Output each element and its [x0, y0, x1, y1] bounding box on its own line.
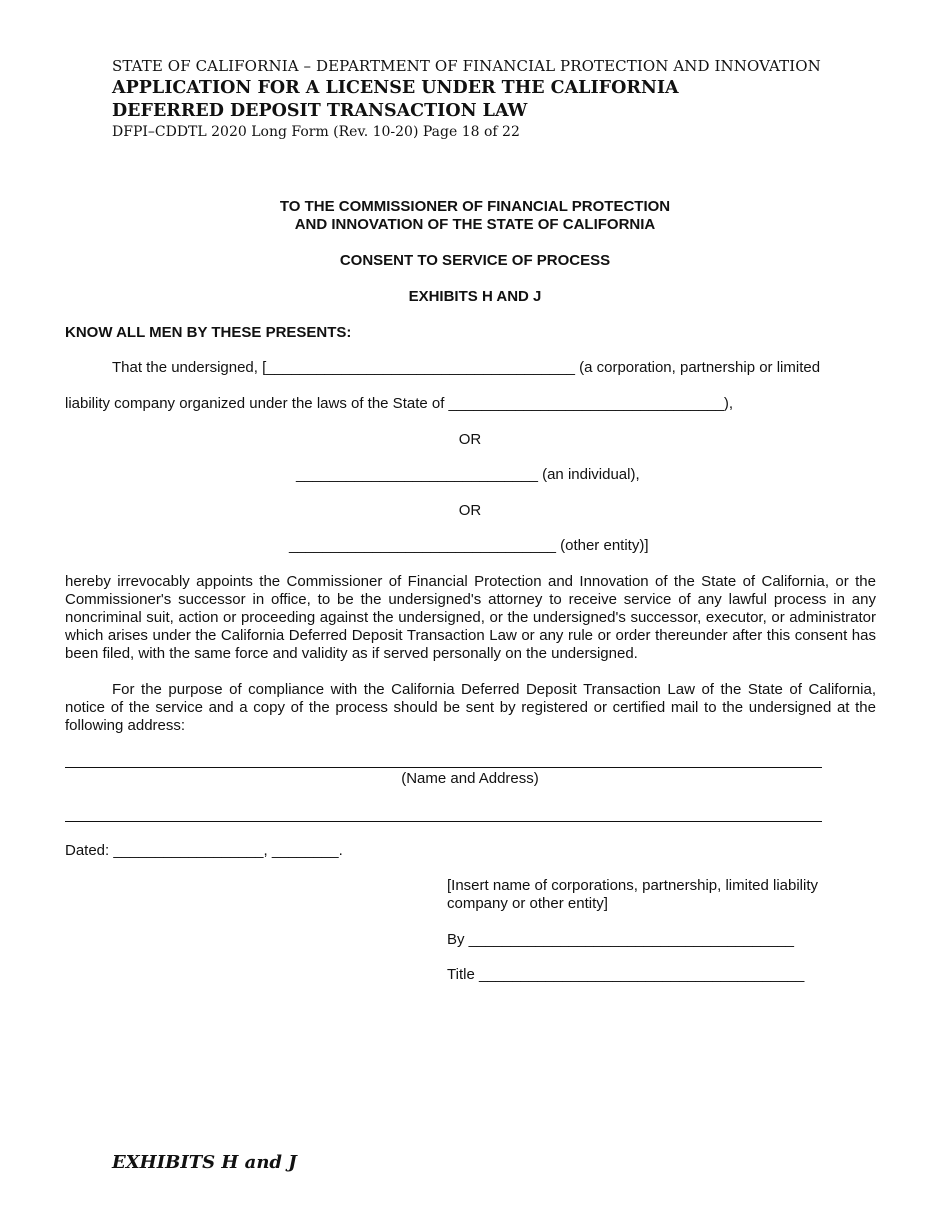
name-address-rule	[65, 767, 822, 768]
dated-line: Dated: __________________, ________.	[65, 842, 343, 859]
entity-name-note: [Insert name of corporations, partnership, limited liability company or other entity]	[447, 877, 819, 912]
know-all-heading: KNOW ALL MEN BY THESE PRESENTS:	[65, 324, 352, 341]
form-info: DFPI–CDDTL 2020 Long Form (Rev. 10-20) Page 18 of 22	[112, 124, 520, 140]
signature-title-line: Title _______________________________________	[447, 966, 805, 983]
addressee-line1: TO THE COMMISSIONER OF FINANCIAL PROTECTION	[279, 198, 671, 215]
form-title-line1: APPLICATION FOR A LICENSE UNDER THE CALIFORNIA	[112, 78, 679, 98]
footer-exhibits: EXHIBITS H and J	[112, 1152, 297, 1173]
exhibits-label: EXHIBITS H AND J	[408, 288, 542, 305]
addressee-line2: AND INNOVATION OF THE STATE OF CALIFORNIA	[294, 216, 656, 233]
undersigned-line2: liability company organized under the laws of the State of _________________________________),	[65, 395, 734, 412]
form-title-line2: DEFERRED DEPOSIT TRANSACTION LAW	[112, 101, 528, 121]
name-address-label: (Name and Address)	[401, 770, 539, 787]
address-rule-2	[65, 821, 822, 822]
individual-line: _____________________________ (an individual),	[296, 466, 640, 483]
compliance-paragraph: For the purpose of compliance with the California Deferred Deposit Transaction Law of the State of California, notice of the service and a copy of the process should be sent by registered or certified mail to the undersigned at the following address:	[65, 681, 876, 734]
or-separator-2: OR	[458, 502, 482, 519]
or-separator-1: OR	[458, 431, 482, 448]
appointment-paragraph: hereby irrevocably appoints the Commissioner of Financial Protection and Innovation of the State of California, or the Commissioner's successor in office, to be the undersigned's attorney to receive service of any lawful process in any noncriminal suit, action or proceeding against the undersigned, or the undersigned's successor, executor, or administrator which arises under the California Deferred Deposit Transaction Law or any rule or order thereunder after this consent has been filed, with the same force and validity as if served personally on the undersigned.	[65, 573, 876, 662]
other-entity-line: ________________________________ (other entity)]	[289, 537, 649, 554]
undersigned-line1: That the undersigned, [_____________________________________ (a corporation, partnership or limited	[112, 359, 821, 376]
document-title: CONSENT TO SERVICE OF PROCESS	[339, 252, 611, 269]
agency-header: STATE OF CALIFORNIA – DEPARTMENT OF FINANCIAL PROTECTION AND INNOVATION	[112, 57, 821, 75]
signature-by-line: By _______________________________________	[447, 931, 795, 948]
